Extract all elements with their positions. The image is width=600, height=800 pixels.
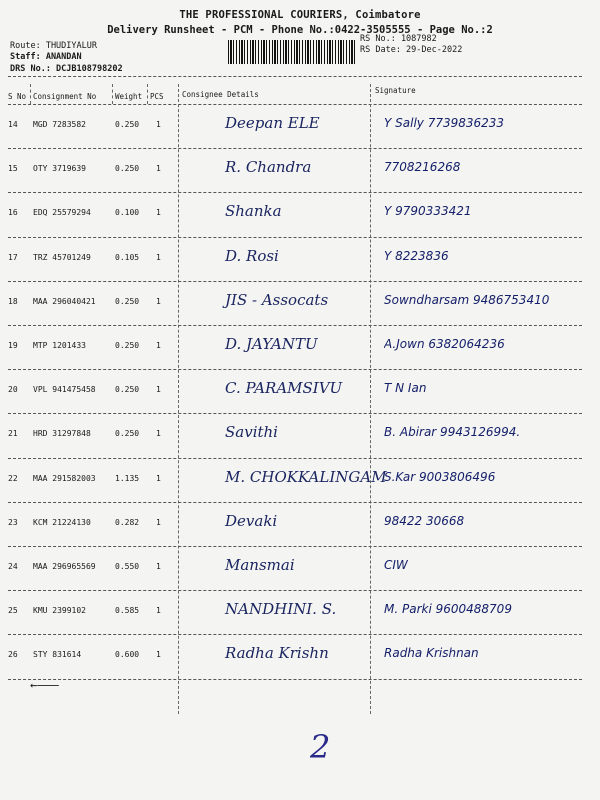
col-pcs: PCS: [150, 92, 164, 101]
row-sno: 22: [8, 473, 18, 483]
row-sno: 26: [8, 650, 18, 660]
col-weight: Weight: [115, 92, 143, 101]
row-divider: [8, 634, 582, 635]
row-consignee-name: NANDHINI. S.: [225, 600, 337, 619]
handwritten-page-mark: 2: [310, 728, 331, 766]
row-consignment-no: MGD 7283582: [33, 120, 86, 129]
row-consignment-no: TRZ 45701249: [33, 252, 91, 262]
row-consignment-no: OTY 3719639: [33, 164, 86, 174]
arrow-mark: ←———: [30, 678, 59, 692]
company-title: THE PROFESSIONAL COURIERS, Coimbatore: [179, 9, 421, 21]
row-signature: 7708216268: [384, 160, 461, 175]
row-consignee-name: C. PARAMSIVU: [225, 379, 343, 398]
runsheet-title: Delivery Runsheet - PCM - Phone No.:0422-3505555 - Page No.:2: [107, 24, 493, 36]
row-pcs: 1: [156, 429, 161, 439]
row-divider: [8, 502, 582, 503]
divider: [8, 104, 582, 105]
row-signature: M. Parki 9600488709: [384, 602, 512, 617]
row-pcs: 1: [156, 341, 161, 350]
row-consignment-no: HRD 31297848: [33, 429, 91, 439]
row-sno: 19: [8, 341, 18, 350]
rs-date: RS Date: 29-Dec-2022: [360, 45, 463, 55]
row-divider: [8, 281, 582, 282]
col-signature: Signature: [375, 86, 416, 95]
row-signature: Sowndharsam 9486753410: [384, 292, 550, 307]
row-signature: T N Ian: [384, 381, 427, 396]
row-weight: 0.250: [115, 296, 140, 306]
row-signature: Radha Krishnan: [384, 646, 479, 661]
row-weight: 0.250: [115, 120, 140, 129]
row-pcs: 1: [156, 517, 161, 527]
row-consignee-name: Mansmai: [225, 556, 295, 574]
row-weight: 0.100: [115, 208, 140, 218]
staff-label: Staff: ANANDAN: [10, 52, 82, 62]
row-weight: 0.550: [115, 562, 140, 571]
row-divider: [8, 369, 582, 370]
row-consignee-name: Radha Krishn: [225, 644, 329, 663]
row-pcs: 1: [156, 562, 161, 571]
row-sno: 16: [8, 208, 18, 218]
row-sno: 25: [8, 606, 18, 616]
row-sno: 17: [8, 252, 18, 262]
row-consignee-name: D. JAYANTU: [225, 335, 318, 353]
row-pcs: 1: [156, 252, 161, 262]
row-pcs: 1: [156, 296, 161, 306]
drs-label: DRS No.: DCJB108798202: [10, 64, 123, 74]
row-signature: 98422 30668: [384, 513, 465, 528]
row-divider: [8, 458, 582, 459]
row-sno: 15: [8, 164, 18, 174]
row-divider: [8, 192, 582, 193]
row-weight: 0.600: [115, 650, 140, 660]
col-sno: S No: [8, 92, 27, 101]
row-signature: CIW: [384, 558, 408, 572]
route-label: Route: THUDIYALUR: [10, 41, 97, 51]
row-sno: 23: [8, 517, 18, 527]
row-consignment-no: MAA 296040421: [33, 296, 96, 306]
row-divider: [8, 590, 582, 591]
row-sno: 14: [8, 120, 18, 129]
row-weight: 0.250: [115, 429, 140, 439]
row-pcs: 1: [156, 473, 161, 483]
row-consignee-name: M. CHOKKALINGAM: [225, 467, 387, 486]
row-pcs: 1: [156, 606, 161, 616]
row-consignee-name: Shanka: [225, 202, 282, 221]
row-pcs: 1: [156, 164, 161, 174]
row-pcs: 1: [156, 650, 161, 660]
row-consignee-name: R. Chandra: [225, 158, 312, 177]
col-separator: [30, 84, 31, 104]
row-divider: [8, 679, 582, 680]
row-weight: 0.282: [115, 517, 140, 527]
row-divider: [8, 413, 582, 414]
row-consignee-name: Devaki: [225, 511, 278, 530]
row-consignment-no: EDQ 25579294: [33, 208, 91, 218]
row-consignment-no: MTP 1201433: [33, 341, 86, 350]
row-divider: [8, 325, 582, 326]
row-weight: 0.105: [115, 252, 140, 262]
row-consignee-name: Deepan ELE: [225, 114, 320, 132]
row-divider: [8, 546, 582, 547]
row-weight: 0.250: [115, 385, 140, 395]
row-pcs: 1: [156, 208, 161, 218]
col-separator: [370, 84, 371, 714]
row-consignment-no: STY 831614: [33, 650, 82, 660]
row-signature: S.Kar 9003806496: [384, 469, 496, 484]
col-separator: [178, 84, 179, 714]
row-consignee-name: D. Rosi: [225, 246, 279, 265]
row-weight: 0.250: [115, 164, 140, 174]
row-divider: [8, 237, 582, 238]
row-sno: 21: [8, 429, 18, 439]
divider: [8, 76, 582, 77]
row-sno: 18: [8, 296, 18, 306]
barcode: [228, 40, 356, 64]
row-sno: 24: [8, 562, 18, 571]
rs-number: RS No.: 1087982: [360, 34, 437, 44]
row-pcs: 1: [156, 120, 161, 129]
row-signature: A.Jown 6382064236: [384, 337, 505, 351]
row-signature: Y 8223836: [384, 248, 449, 263]
row-pcs: 1: [156, 385, 161, 395]
row-weight: 0.585: [115, 606, 140, 616]
row-consignment-no: KCM 21224130: [33, 517, 91, 527]
row-consignment-no: MAA 291582003: [33, 473, 96, 483]
row-signature: Y Sally 7739836233: [384, 116, 505, 130]
col-consignee: Consignee Details: [182, 90, 259, 99]
row-divider: [8, 148, 582, 149]
row-consignment-no: VPL 941475458: [33, 385, 96, 395]
row-signature: B. Abirar 9943126994.: [384, 425, 521, 440]
col-separator: [112, 84, 113, 104]
row-consignment-no: MAA 296965569: [33, 562, 96, 571]
row-consignee-name: JIS - Assocats: [225, 290, 329, 309]
row-weight: 1.135: [115, 473, 140, 483]
row-sno: 20: [8, 385, 18, 395]
col-separator: [147, 84, 148, 104]
row-signature: Y 9790333421: [384, 204, 472, 219]
row-consignment-no: KMU 2399102: [33, 606, 86, 616]
row-consignee-name: Savithi: [225, 423, 278, 442]
col-consignment: Consignment No: [33, 92, 97, 101]
row-weight: 0.250: [115, 341, 140, 350]
